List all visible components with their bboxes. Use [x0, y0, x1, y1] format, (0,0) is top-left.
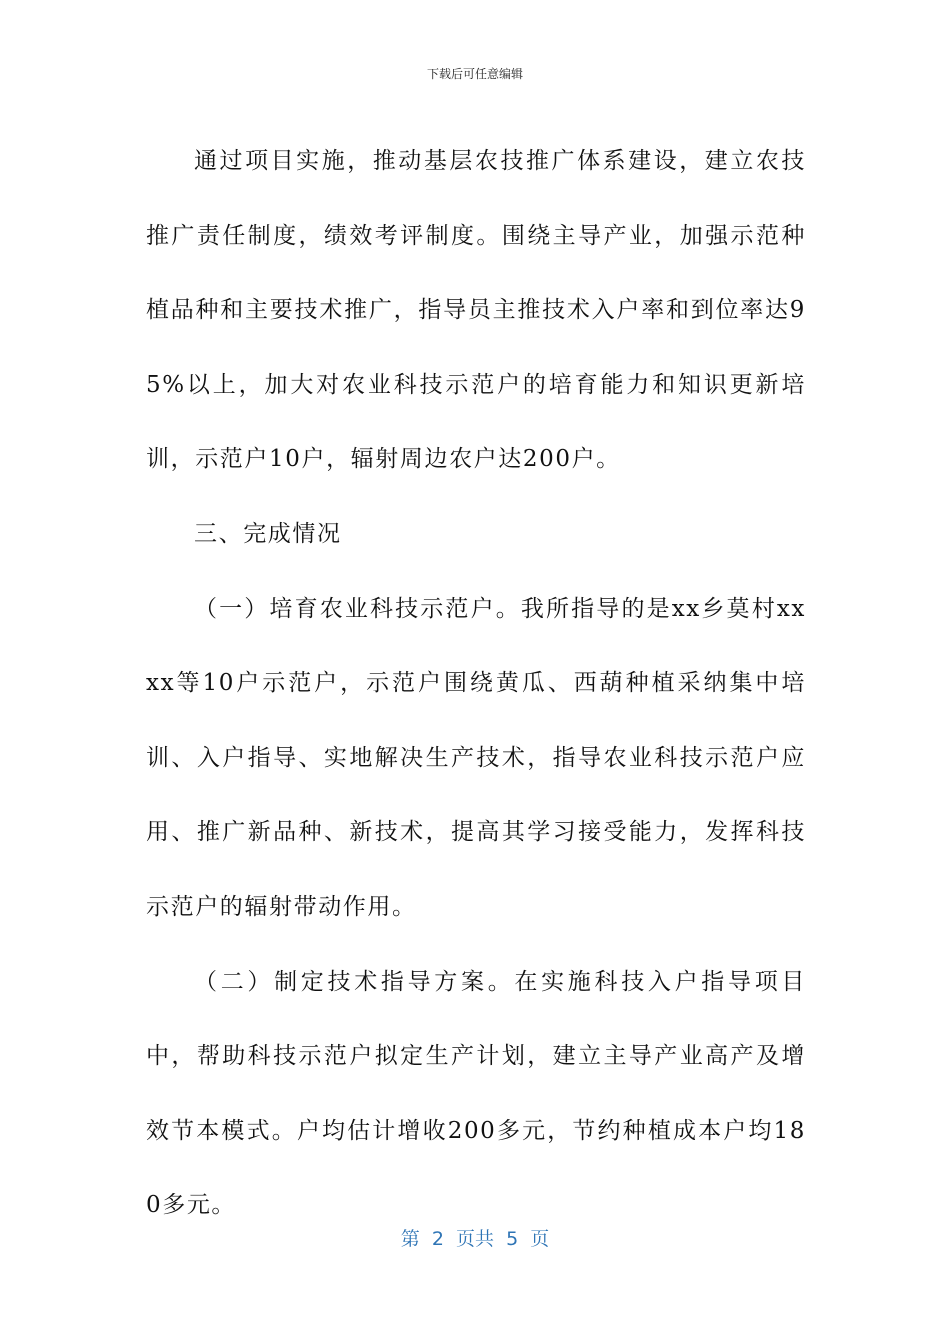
paragraph-technical-guidance-plan: （二）制定技术指导方案。在实施科技入户指导项目中，帮助科技示范户拟定生产计划，建立主导产业高产及增效节本模式。户均估计增收200多元，节约种植成本户均180多元。	[146, 968, 806, 1219]
paragraph-project-implementation: 通过项目实施，推动基层农技推广体系建设，建立农技推广责任制度，绩效考评制度。围绕主导产业，加强示范种植品种和主要技术推广，指导员主推技术入户率和到位率达95%以上，加大对农业科技示范户的培育能力和知识更新培训，示范户10户，辐射周边农户达200户。	[146, 148, 806, 473]
paragraph-demonstration-households: （一）培育农业科技示范户。我所指导的是xx乡莫村xxxx等10户示范户，示范户围绕黄瓜、西葫种植采纳集中培训、入户指导、实地解决生产技术，指导农业科技示范户应用、推广新品种、新技术，提高其学习接受能力，发挥科技示范户的辐射带动作用。	[146, 595, 806, 920]
page-header: 下载后可任意编辑	[426, 67, 523, 81]
document-body	[146, 124, 806, 1243]
page-number-footer: 第 2 页共 5 页	[400, 1228, 550, 1250]
section-heading-completion: 三、完成情况	[194, 520, 342, 547]
